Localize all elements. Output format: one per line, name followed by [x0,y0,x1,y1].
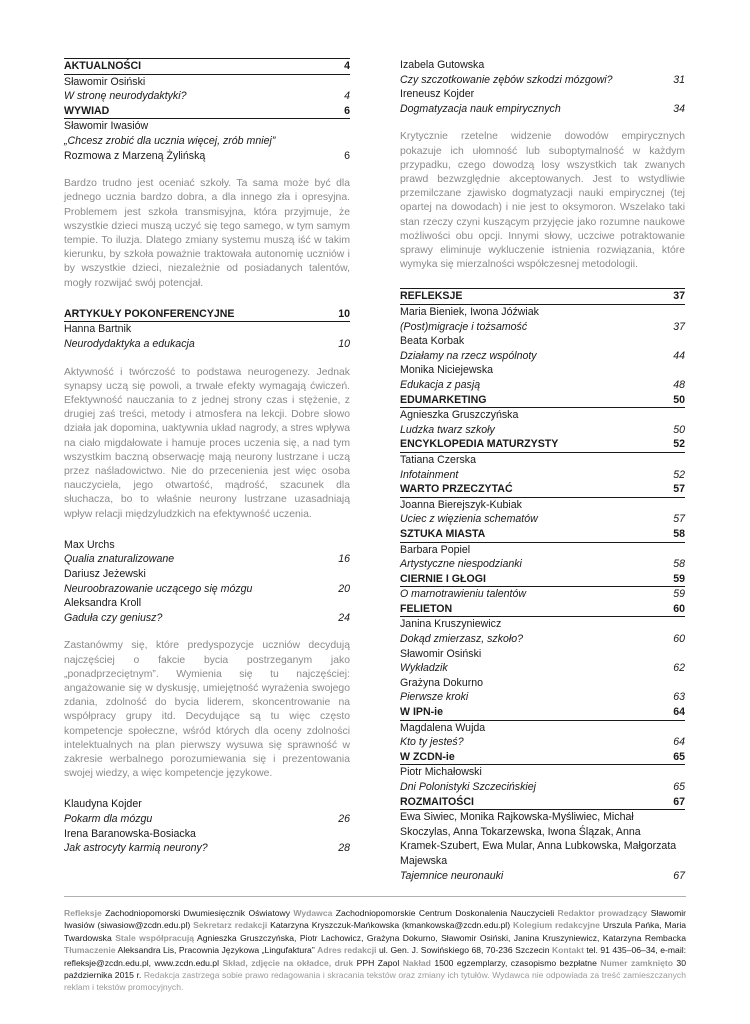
toc-entry-text: Infotainment [400,468,459,481]
toc-page-number: 65 [673,781,685,793]
toc-entry-text: Rozmowa z Marzeną Żylińską [64,149,206,162]
toc-page-number: 4 [344,90,350,103]
toc-author [400,363,685,378]
excerpt-paragraph: Krytycznie rzetelne widzenie dowodów empirycznych pokazuje ich ułomność lub suboptymalność w każdym przypadku, czego dowodzą losy wszystkich tak zwanych prawd bezwzględnie akceptowanych. Jest to wstydliwie przemilczane zjawisko dogmatyzacji nauki empirycznej (tej opartej na dowodach) i nie jest to oksymoron. Wszelako taki stan rzeczy czyni kuszącym przyjęcie jako rozumne naukowe możliwości obu opcji. Innymi słowy, uczciwe potraktowanie sprawy eliminuje wykluczenie istnienia rozwiązania, które wymyka się mierzalności współczesnej metodologii. [400,131,685,271]
toc-article-title [64,134,350,149]
colophon-value: Sławomir Iwasiów (siwasiow@zcdn.edu.pl) [64,908,687,931]
toc-page-number: 44 [673,349,685,362]
toc-entry-text: Izabela Gutowska [400,59,485,71]
toc-section-heading [400,572,685,588]
toc-entry-text: Qualia znaturalizowane [64,553,175,566]
toc-entry-text: WARTO PRZECZYTAĆ [400,483,513,496]
toc-entry-text: Edukacja z pasją [400,378,481,391]
colophon-label: Kolegium redakcyjne [513,920,600,931]
toc-author [64,538,350,553]
toc-entry-text: Janina Kruszyniewicz [400,618,502,631]
toc-entry-text: Uciec z więzienia schematów [400,513,538,526]
toc-page-number: 65 [673,750,685,763]
toc-page-number: 20 [338,582,350,595]
toc-section-heading [400,602,685,618]
left-column [64,58,350,856]
toc-page-number: 28 [338,842,350,855]
toc-entry-text: Gaduła czy geniusz? [64,611,163,624]
toc-section-heading [64,104,350,120]
toc-author [400,810,685,868]
toc-block [64,307,350,352]
toc-entry-text: Czy szczotkowanie zębów szkodzi mózgowi? [400,73,613,86]
toc-page-number: 58 [673,558,685,571]
toc-entry-text: Beata Korbak [400,335,465,348]
toc-author [400,543,685,558]
toc-page-number: 50 [673,393,685,406]
toc-article-title [64,149,350,164]
toc-entry-text: Sławomir Osiński [400,647,482,660]
toc-page-number: 58 [673,527,685,540]
toc-author [400,765,685,780]
toc-page-number: 10 [338,337,350,350]
toc-entry-text: Neuroobrazowanie uczącego się mózgu [64,582,253,595]
colophon-value: Zachodniopomorskie Centrum Doskonalenia Nauczycieli [335,908,555,918]
colophon-label: Stale współpracują [115,932,195,943]
toc-author [400,498,685,513]
toc-entry-text: „Chcesz zrobić dla ucznia więcej, zrób mniej” [64,134,276,147]
toc-entry-text: Kto ty jesteś? [400,736,464,749]
toc-entry-text: ENCYKLOPEDIA MATURZYSTY [400,438,559,451]
toc-entry-text: Ludzka twarz szkoły [400,423,495,436]
colophon-label: Skład, zdjęcie na okładce, druk [222,957,354,968]
toc-article-title [400,690,685,705]
toc-entry-text: Sławomir Osiński [64,75,146,88]
toc-section-heading [400,437,685,453]
toc-section-heading [400,750,685,766]
toc-entry-text: Sławomir Iwasiów [64,120,149,133]
toc-article-title [400,735,685,750]
toc-page-number: 37 [673,290,685,303]
toc-entry-text: Dariusz Jeżewski [64,567,146,580]
toc-entry-text: Agnieszka Gruszczyńska [400,409,519,422]
toc-article-title [400,869,685,884]
toc-section-heading [64,58,350,75]
toc-entry-text: Grażyna Dokurno [400,676,484,689]
toc-author [400,617,685,632]
toc-entry-text: ROZMAITOŚCI [400,795,474,808]
toc-article-title [400,587,685,602]
toc-author [400,721,685,736]
excerpt-paragraph: Zastanówmy się, które predyspozycje uczniów decydują najczęściej o fakcie bycia postrzeganym jako „ponadprzeciętnym”. Wymienia się tu najczęściej: angażowanie się w dyskusję, umiejętność wyrażenia swojego zdania, zdolność do bycia liderem, skoncentrowanie na współpracy grupy itd. Decydujące są tu więc często kompetencje społeczne, wśród których dla oceny zdolności intelektualnych na plan pierwszy wysuwa się sprawność w zakresie werbalnego porozumiewania się i prezentowania swojej wiedzy, a więc kompetencje językowe. [64,640,350,780]
toc-author [64,827,350,842]
toc-entry-text: Jak astrocyty karmią neurony? [64,842,208,855]
colophon-label: Tłumaczenie [64,945,116,956]
toc-page-number: 67 [673,869,685,882]
toc-section-heading [400,288,685,305]
toc-entry-text: CIERNIE I GŁOGI [400,572,486,585]
toc-author [400,647,685,662]
toc-entry-text: W IPN-ie [400,706,443,719]
toc-entry-text: Pokarm dla mózgu [64,812,153,825]
toc-section-heading [400,795,685,811]
toc-entry-text: Działamy na rzecz wspólnoty [400,349,537,362]
toc-entry-text: REFLEKSJE [400,290,463,303]
toc-page-number: 52 [673,468,685,481]
toc-article-title [400,468,685,483]
toc-block [400,58,685,116]
toc-author [64,596,350,611]
toc-page-number: 57 [673,483,685,496]
colophon-value: 30 października 2015 r. [64,957,686,981]
toc-article-title [64,552,350,567]
toc-page-number: 59 [673,572,685,585]
colophon-label: Sekretarz redakcji [193,920,268,931]
toc-page-number: 4 [344,60,350,72]
toc-page-number: 64 [673,706,685,719]
toc-block [400,288,685,883]
toc-entry-text: (Post)migracje i tożsamość [400,320,528,333]
excerpt-paragraph: Bardzo trudno jest oceniać szkoły. Ta sama może być dla jednego ucznia bardzo dobra, a dla innego zła i opresyjna. Problemem jest szkoła transmisyjna, która przyjmuje, że wszystkie dzieci muszą uczyć się tego samego, w tym samym tempie. To iluzja. Dlatego zmiany systemu muszą iść w takim kierunku, by szkoła poważnie traktowała autonomię uczniów i by wszystkie dzieci, niezależnie od posiadanych talentów, mogły rozwijać swój potencjał. [64,178,350,289]
toc-entry-text: Monika Niciejewska [400,364,494,377]
toc-author [400,453,685,468]
colophon-label: Redaktor prowadzący [557,908,648,918]
toc-article-title [400,378,685,393]
toc-page-number: 59 [673,588,685,601]
colophon [64,896,686,994]
toc-entry-text: FELIETON [400,602,453,615]
toc-author [400,334,685,349]
toc-article-title [64,812,350,827]
toc-page-number: 26 [338,812,350,825]
toc-author [400,87,685,102]
toc-page-number: 63 [673,691,685,704]
toc-author [64,322,350,337]
toc-page-number: 34 [673,102,685,115]
colophon-value: 1500 egzemplarzy, czasopismo bezpłatne [434,957,597,968]
toc-entry-text: Artystyczne niespodzianki [400,558,522,571]
colophon-label: Wydawca [293,908,333,918]
toc-section-heading [400,527,685,543]
toc-entry-text: Magdalena Wujda [400,721,486,734]
toc-entry-text: O marnotrawieniu talentów [400,588,527,601]
colophon-label: Adres redakcji [317,945,377,956]
toc-page-number: 24 [338,611,350,624]
toc-author [64,797,350,812]
toc-article-title [64,841,350,856]
colophon-label: Refleksje [64,908,102,918]
toc-entry-text: Barbara Popiel [400,543,471,556]
toc-article-title [400,423,685,438]
excerpt-paragraph: Aktywność i twórczość to podstawa neurogenezy. Jednak synapsy uczą się powoli, a trwałe efekty wymagają ćwiczeń. Efektywność nauczania to z jednej strony czas i stężenie, z drugiej zaś treści, metody i atmosfera na lekcji. Dobre słowo działa jak dopomina, uaktywnia układ nagrody, a stres wpływa na ciało migdałowate i hamuje proces uczenia się, a nad tym wszystkim baczną obserwację mają neurony lustrzane i uczą przez naśladowictwo. Nie do przecenienia jest więc osoba nauczyciela, jego otwartość, mądrość, szacunek dla słuchacza, bo to właśnie neurony lustrzane uzasadniają wpływ relacji międzyludzkich na efektywność uczenia. [64,366,350,520]
colophon-value: Redakcja zastrzega sobie prawo redagowania i skracania tekstów oraz zmiany ich tytułów. Wydawca nie odpowiada za treść zamieszczanych reklam i tekstów promocyjnych. [64,970,686,993]
toc-article-title [400,73,685,88]
toc-page-number: 64 [673,736,685,749]
toc-entry-text: Aleksandra Kroll [64,597,142,610]
toc-entry-text: Maria Bieniek, Iwona Jóźwiak [400,306,539,318]
toc-article-title [400,557,685,572]
toc-entry-text: Tatiana Czerska [400,453,476,466]
toc-entry-text: Ireneusz Kojder [400,88,475,101]
toc-page-number: 57 [673,513,685,526]
toc-section-heading [400,482,685,498]
toc-article-title [64,89,350,104]
toc-page-number: 60 [673,602,685,615]
toc-entry-text: Piotr Michałowski [400,766,482,779]
toc-entry-text: Pierwsze kroki [400,691,469,704]
colophon-label: Nakład [402,957,431,968]
colophon-value: Katarzyna Kryszczuk-Mańkowska (kmankowska@zcdn.edu.pl) [270,920,511,931]
toc-article-title [64,582,350,597]
colophon-value: Agnieszka Gruszczyńska, Piotr Lachowicz, Grażyna Dokurno, Sławomir Osiński, Janina Kruszyniewicz, Katarzyna Rembacka [197,932,686,943]
toc-page-number: 6 [344,104,350,117]
right-column [400,58,685,883]
toc-article-title [400,780,685,795]
toc-page-number: 62 [673,662,685,675]
toc-page-number: 16 [338,553,350,566]
toc-section-heading [64,307,350,323]
toc-entry-text: Joanna Bierejszyk-Kubiak [400,498,522,511]
toc-entry-text: WYWIAD [64,104,110,117]
toc-article-title [400,512,685,527]
colophon-value: Zachodniopomorski Dwumiesięcznik Oświatowy [105,908,290,918]
toc-article-title [64,611,350,626]
toc-page-number: 67 [673,795,685,808]
toc-section-heading [400,705,685,721]
toc-section-heading [400,393,685,409]
toc-page-number: 52 [673,438,685,451]
colophon-value: ul. Gen. J. Sowińskiego 68, 70-236 Szczecin [378,945,550,956]
toc-article-title [64,337,350,352]
toc-page-number: 50 [673,423,685,436]
toc-entry-text: ARTYKUŁY POKONFERENCYJNE [64,307,235,320]
toc-page-number: 60 [673,633,685,646]
toc-entry-text: Klaudyna Kojder [64,798,142,811]
toc-entry-text: Tajemnice neuronauki [400,869,504,882]
toc-page-number: 6 [344,149,350,162]
toc-article-title [400,661,685,676]
toc-entry-text: AKTUALNOŚCI [64,60,142,72]
toc-page-number: 10 [338,307,350,320]
toc-entry-text: Neurodydaktyka a edukacja [64,337,195,350]
toc-block [64,797,350,855]
toc-author [400,305,685,320]
toc-entry-text: W stronę neurodydaktyki? [64,90,187,103]
toc-author [64,75,350,90]
toc-page-number: 48 [673,378,685,391]
toc-entry-text: EDUMARKETING [400,393,487,406]
toc-author [64,567,350,582]
toc-block [64,58,350,163]
toc-entry-text: Max Urchs [64,538,115,551]
toc-entry-text: W ZCDN-ie [400,750,455,763]
toc-block [64,538,350,626]
colophon-value: Aleksandra Lis, Pracownia Językowa „Lingufaktura” [117,945,315,956]
toc-article-title [400,102,685,117]
toc-author [400,676,685,691]
colophon-value: Urszula Pańka, Maria Twardowska [64,920,687,943]
toc-article-title [400,320,685,335]
colophon-value: tel. 91 435–06–34, e-mail: refleksje@zcdn.edu.pl, www.zcdn.edu.pl [64,945,687,968]
toc-entry-text: Ewa Siwiec, Monika Rajkowska-Myśliwiec, Michał Skoczylas, Anna Tokarzewska, Iwona Ślązak, Anna Kramek-Szubert, Ewa Mular, Anna Lubkowska, Małgorzata Majewska [400,811,677,867]
toc-entry-text: Dni Polonistyki Szczecińskiej [400,781,537,793]
toc-entry-text: Dogmatyzacja nauk empirycznych [400,102,561,115]
toc-article-title [400,349,685,364]
toc-page-number: 31 [673,73,685,86]
toc-entry-text: Hanna Bartnik [64,323,132,336]
toc-entry-text: SZTUKA MIASTA [400,527,486,540]
toc-author [64,119,350,134]
toc-entry-text: Irena Baranowska-Bosiacka [64,827,196,840]
colophon-label: Kontakt [551,945,584,956]
colophon-value: PPH Zapol [356,957,400,968]
toc-entry-text: Dokąd zmierzasz, szkoło? [400,633,524,646]
toc-author [400,408,685,423]
toc-author [400,58,685,73]
toc-article-title [400,632,685,647]
toc-page-number: 37 [673,320,685,333]
toc-entry-text: Wykładzik [400,662,448,675]
colophon-label: Numer zamknięto [600,957,673,968]
